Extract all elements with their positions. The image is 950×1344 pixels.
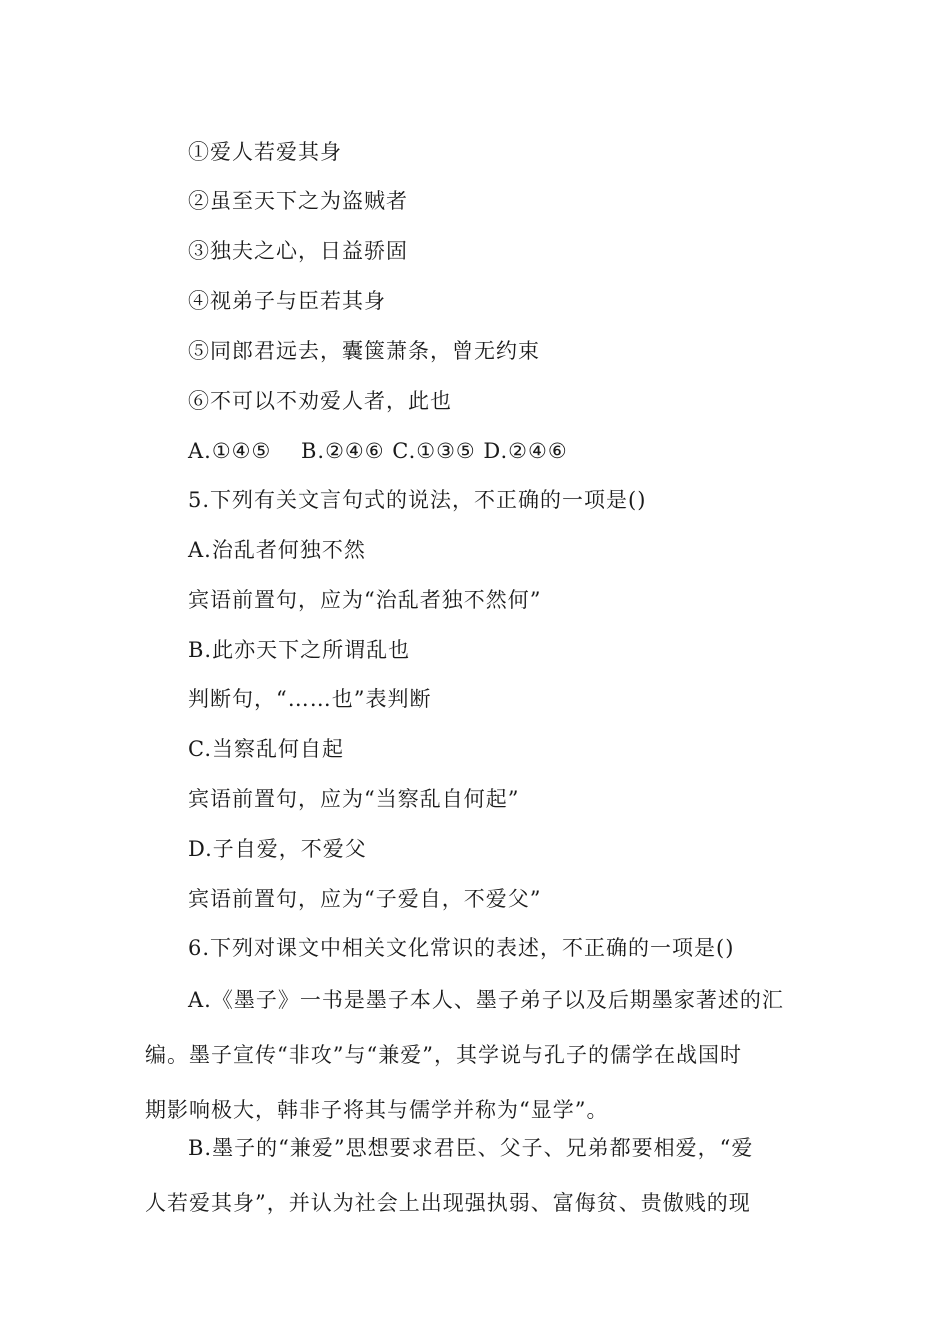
- option-line-1: ①爱人若爱其身: [188, 140, 342, 164]
- q6-option-b-line-2: 人若爱其身”，并认为社会上出现强执弱、富侮贫、贵傲贱的现: [145, 1191, 751, 1215]
- q6-option-a-line-1: A.《墨子》一书是墨子本人、墨子弟子以及后期墨家著述的汇: [188, 988, 784, 1012]
- q5-option-a-note: 宾语前置句，应为“治乱者独不然何”: [188, 588, 542, 612]
- q5-option-c-note: 宾语前置句，应为“当察乱自何起”: [188, 787, 520, 811]
- q5-option-b: B.此亦天下之所谓乱也: [188, 638, 411, 662]
- option-line-4: ④视弟子与臣若其身: [188, 289, 386, 313]
- q6-option-b-paragraph: [145, 1133, 815, 1243]
- q6-option-b-line-1: B.墨子的“兼爱”思想要求君臣、父子、兄弟都要相爱，“爱: [188, 1136, 754, 1160]
- q6-option-a-paragraph: [145, 985, 815, 1150]
- question-6: 6.下列对课文中相关文化常识的表述，不正确的一项是(): [188, 936, 735, 960]
- option-line-2: ②虽至天下之为盗贼者: [188, 189, 408, 213]
- q5-option-c: C.当察乱何自起: [188, 737, 344, 761]
- q5-option-b-note: 判断句，“……也”表判断: [188, 687, 432, 711]
- option-line-5: ⑤同郎君远去，囊箧萧条，曾无约束: [188, 339, 540, 363]
- q6-option-a-line-2: 编。墨子宣传“非攻”与“兼爱”，其学说与孔子的儒学在战国时: [145, 1043, 742, 1067]
- q6-option-a-line-3: 期影响极大，韩非子将其与儒学并称为“显学”。: [145, 1098, 609, 1122]
- q5-option-d-note: 宾语前置句，应为“子爱自，不爱父”: [188, 887, 542, 911]
- answer-choices: A.①④⑤ B.②④⑥ C.①③⑤ D.②④⑥: [188, 439, 568, 463]
- q5-option-d: D.子自爱，不爱父: [188, 837, 367, 861]
- question-5: 5.下列有关文言句式的说法，不正确的一项是(): [188, 488, 647, 512]
- option-line-6: ⑥不可以不劝爱人者，此也: [188, 389, 452, 413]
- q5-option-a: A.治乱者何独不然: [188, 538, 366, 562]
- option-line-3: ③独夫之心，日益骄固: [188, 239, 408, 263]
